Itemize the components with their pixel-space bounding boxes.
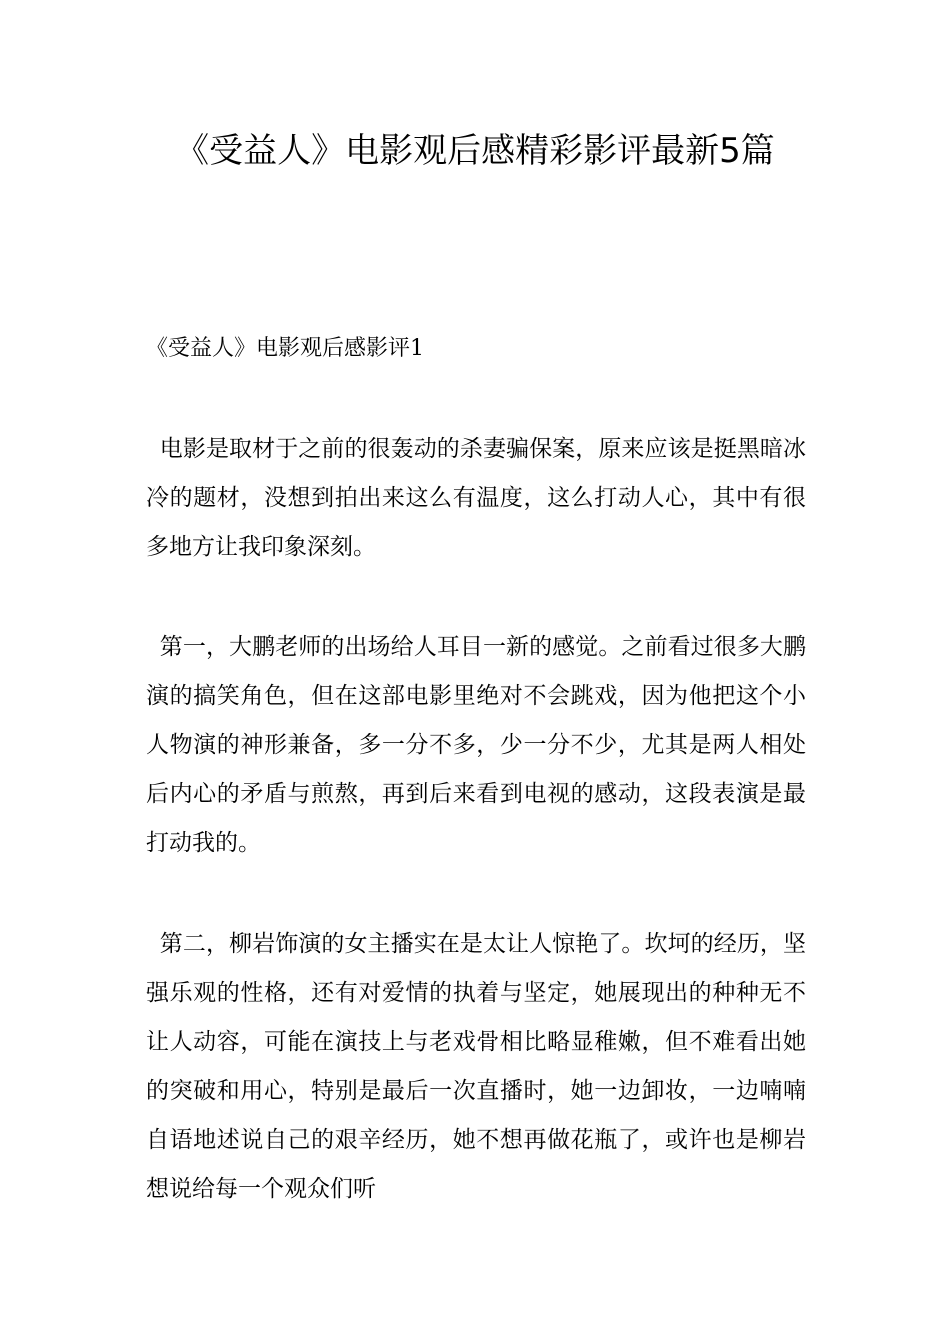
paragraph-2: 第一，大鹏老师的出场给人耳目一新的感觉。之前看过很多大鹏演的搞笑角色，但在这部电影里绝对不会跳戏，因为他把这个小人物演的神形兼备，多一分不多，少一分不少，尤其是两人相处后内心的矛盾与煎熬，再到后来看到电视的感动，这段表演是最打动我的。 [146,634,806,856]
paragraph-3: 第二，柳岩饰演的女主播实在是太让人惊艳了。坎坷的经历，坚强乐观的性格，还有对爱情的执着与坚定，她展现出的种种无不让人动容，可能在演技上与老戏骨相比略显稚嫩，但不难看出她的突破和用心，特别是最后一次直播时，她一边卸妆，一边喃喃自语地述说自己的艰辛经历，她不想再做花瓶了，或许也是柳岩想说给每一个观众们听 [146,931,806,1202]
section-heading: 《受益人》电影观后感影评1 [146,336,424,361]
paragraph-1: 电影是取材于之前的很轰动的杀妻骗保案，原来应该是挺黑暗冰冷的题材，没想到拍出来这么有温度，这么打动人心，其中有很多地方让我印象深刻。 [146,436,806,560]
document-title: 《受益人》电影观后感精彩影评最新5篇 [175,131,775,171]
